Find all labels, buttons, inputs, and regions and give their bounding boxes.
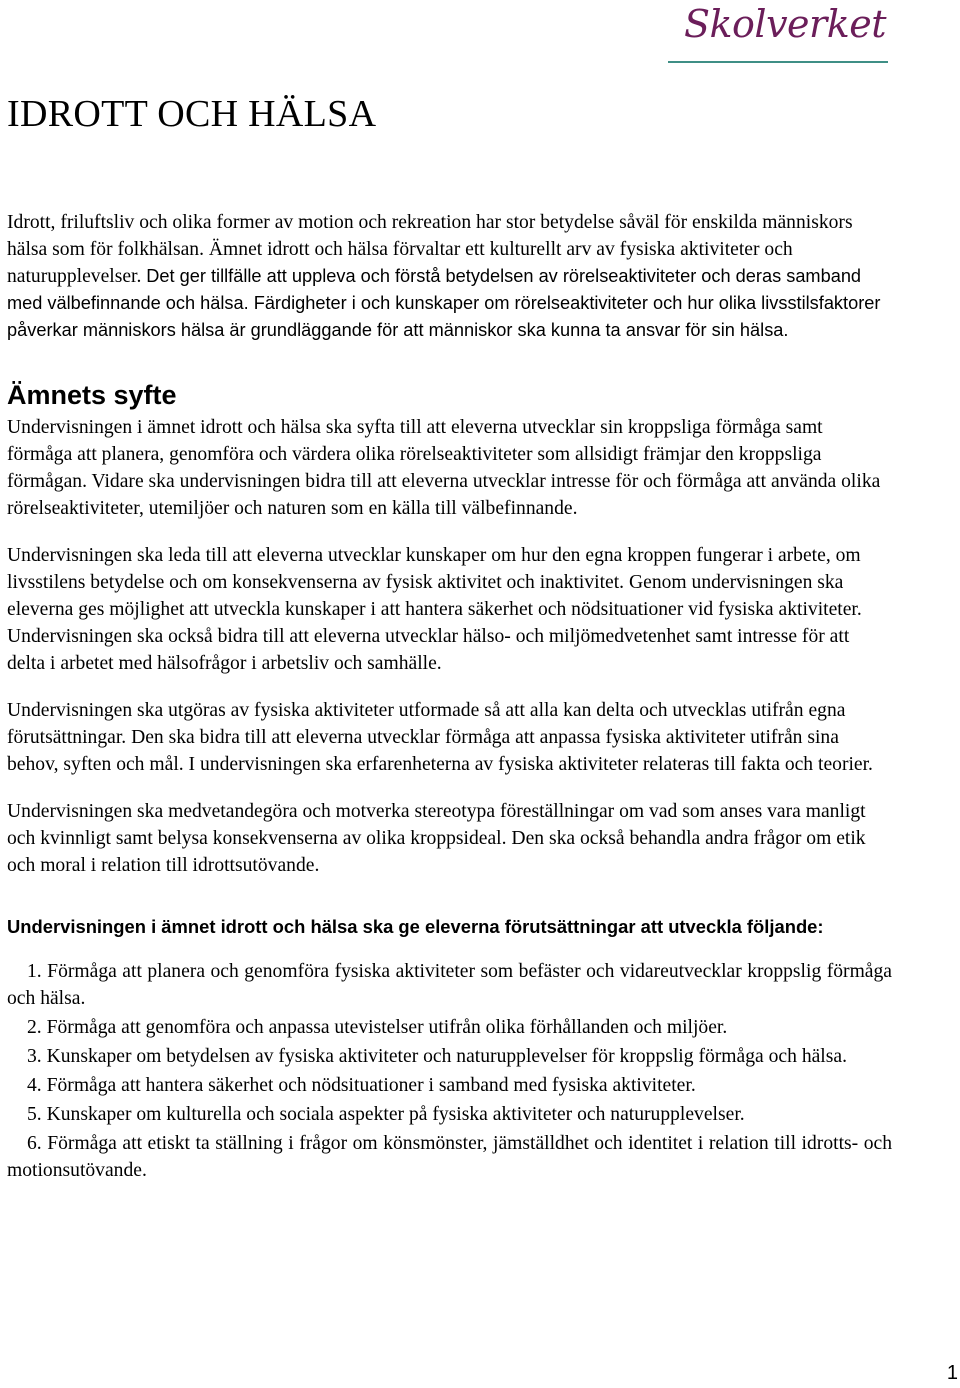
- intro-serif-text: Idrott, friluftsliv och olika former av motion och rekreation har stor betydelse såväl för enskilda människors hälsa som för folkhälsan. Ämnet idrott och hälsa förvaltar ett kulturellt arv av fysiska aktiviteter och naturupplevelser.: [7, 212, 853, 287]
- skolverket-logo: Skolverket: [684, 2, 886, 46]
- syfte-paragraph-4: Undervisningen ska medvetandegöra och motverka stereotypa föreställningar om vad som anses vara manligt och kvinnligt samt belysa konsekvenserna av olika kroppsideal. Den ska också behandla andra frågor om etik och moral i relation till idrottsutövande.: [7, 801, 866, 876]
- list-item: 4. Förmåga att hantera säkerhet och nödsituationer i samband med fysiska aktiviteter.: [27, 1075, 696, 1096]
- syfte-paragraph-2: Undervisningen ska leda till att eleverna utvecklar kunskaper om hur den egna kroppen fungerar i arbete, om livsstilens betydelse och om konsekvenserna av fysisk aktivitet och inaktivitet. Genom undervisningen ska eleverna ges möjlighet att utveckla kunskaper i att hantera säkerhet och nödsituationer vid fysiska aktiviteter. Undervisningen ska också bidra till att eleverna utvecklar hälso- och miljömedvetenhet samt intresse för att delta i arbetet med hälsofrågor i arbetsliv och samhälle.: [7, 545, 862, 674]
- list-item: 6. Förmåga att etiskt ta ställning i frågor om könsmönster, jämställdhet och identitet i relation till idrotts- och motionsutövande.: [7, 1133, 892, 1181]
- goals-heading: Undervisningen i ämnet idrott och hälsa ska ge eleverna förutsättningar att utveckla följande:: [7, 916, 824, 937]
- intro-paragraph: [7, 209, 892, 344]
- syfte-paragraph-3: Undervisningen ska utgöras av fysiska aktiviteter utformade så att alla kan delta och utvecklas utifrån egna förutsättningar. Den ska bidra till att eleverna utvecklar förmåga att anpassa fysiska aktiviteter utifrån sina behov, syften och mål. I undervisningen ska erfarenheterna av fysiska aktiviteter relateras till fakta och teorier.: [7, 700, 873, 775]
- header-rule: [668, 61, 888, 63]
- goals-list: [7, 958, 892, 1184]
- list-item: 3. Kunskaper om betydelsen av fysiska aktiviteter och naturupplevelser för kroppslig förmåga och hälsa.: [27, 1046, 847, 1067]
- intro-sans-text: Det ger tillfälle att uppleva och förstå betydelsen av rörelseaktiviteter och deras samband med välbefinnande och hälsa. Färdigheter i och kunskaper om rörelseaktiviteter och hur olika livsstilsfaktorer påverkar människors hälsa är grundläggande för att människor ska kunna ta ansvar för sin hälsa.: [7, 266, 881, 340]
- document-body: [7, 209, 892, 1186]
- list-item: 2. Förmåga att genomföra och anpassa utevistelser utifrån olika förhållanden och miljöer.: [27, 1017, 728, 1038]
- syfte-paragraph-1: Undervisningen i ämnet idrott och hälsa ska syfta till att eleverna utvecklar sin kroppsliga förmåga samt förmåga att planera, genomföra och värdera olika rörelseaktiviteter som allsidigt främjar den kroppsliga förmågan. Vidare ska undervisningen bidra till att eleverna utvecklar intresse för och förmåga att använda olika rörelseaktiviteter, utemiljöer och naturen som en källa till välbefinnande.: [7, 417, 881, 519]
- page-title: IDROTT OCH HÄLSA: [7, 93, 377, 135]
- list-item: 1. Förmåga att planera och genomföra fysiska aktiviteter som befäster och vidareutvecklar kroppslig förmåga och hälsa.: [7, 961, 892, 1009]
- section-heading-syfte: Ämnets syfte: [7, 380, 177, 410]
- page-number: 1: [946, 1362, 958, 1384]
- list-item: 5. Kunskaper om kulturella och sociala aspekter på fysiska aktiviteter och naturupplevelser.: [27, 1104, 745, 1125]
